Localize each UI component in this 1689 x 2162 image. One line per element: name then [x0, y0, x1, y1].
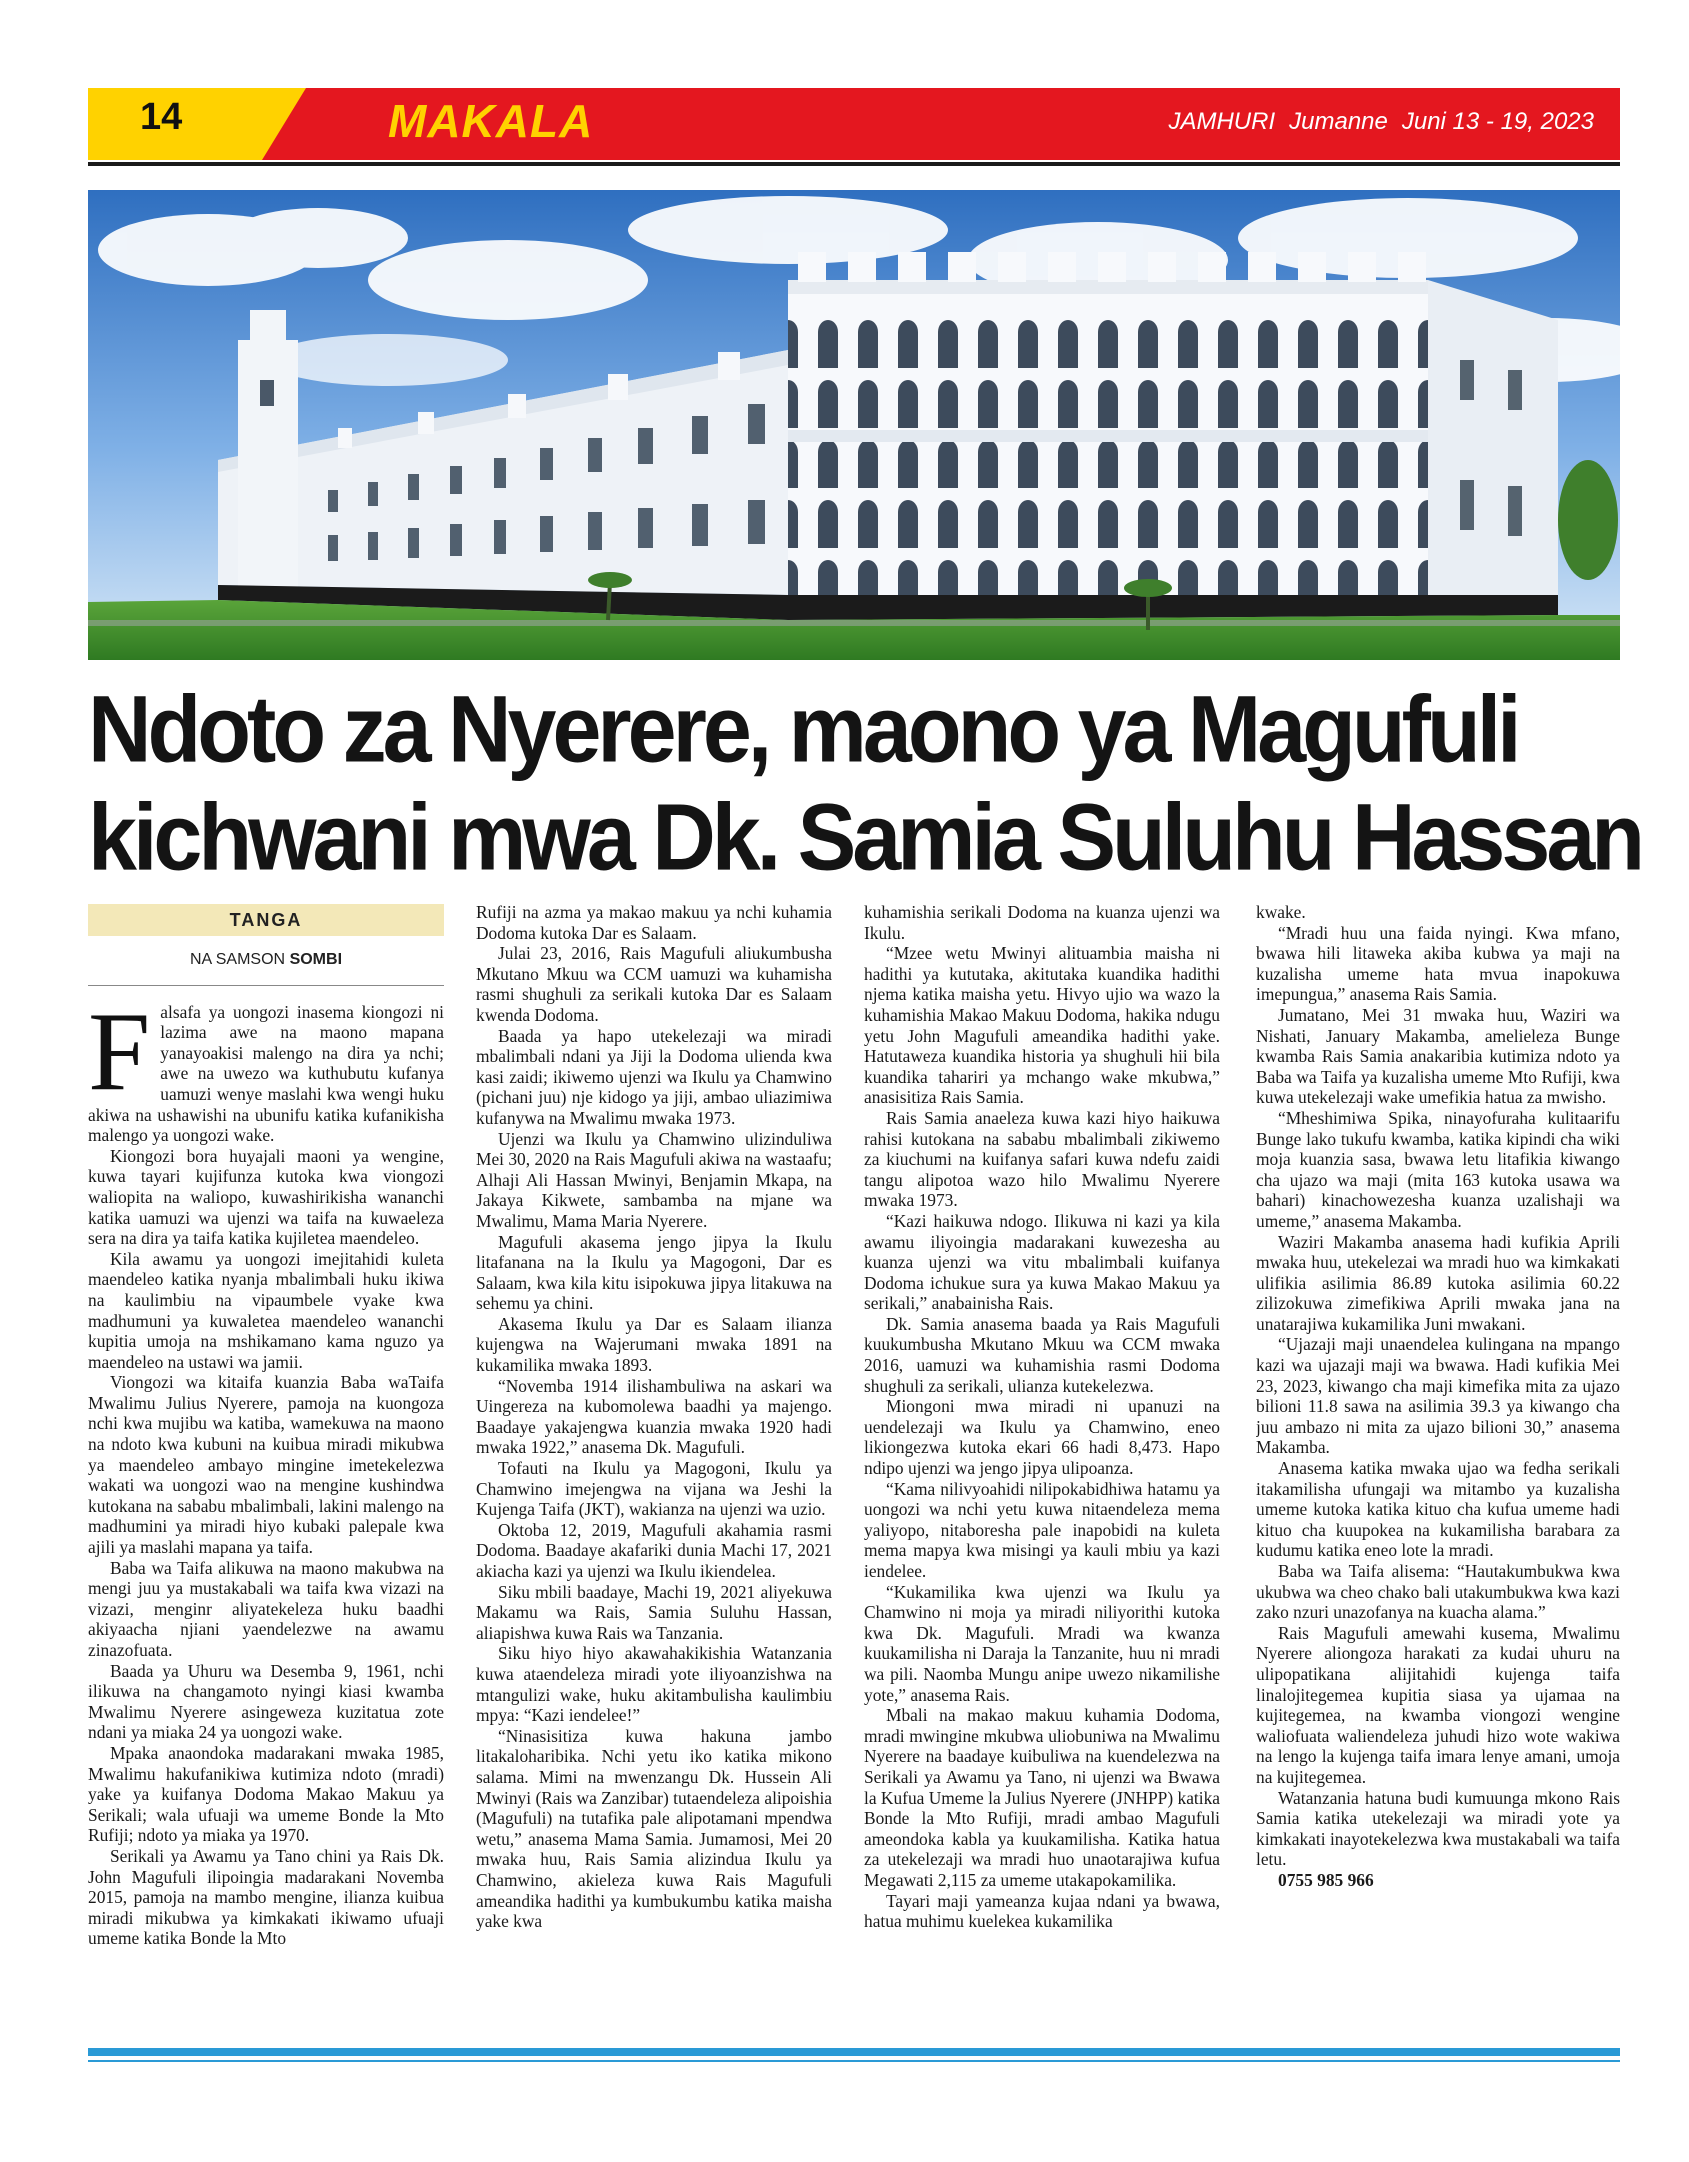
article-column-3 — [864, 902, 1220, 2030]
header-yellow-bar — [88, 88, 106, 160]
byline-rule — [88, 985, 444, 986]
paragraph: “Ujazaji maji unaendelea kulingana na mpango kazi wa ujazaji maji wa bwawa. Hadi kufikia Mei 23, 2023, kiwango cha maji kimefika mita za ujazo bilioni 11.8 sawa na asilimia 39.3 ya kiwango cha juu ambazo ni mita za ujazo bilioni 30,” anasema Makamba. — [1256, 1334, 1620, 1458]
article-body — [88, 902, 1620, 2030]
paragraph: Baba wa Taifa alikuwa na maono makubwa na mengi juu ya mustakabali wa taifa kwa vizazi na vizazi, menginr aliyatekeleza huku baadhi akiyaacha njiani yaendelezwe na awamu zinazofuata. — [88, 1557, 444, 1660]
headline — [88, 675, 1642, 891]
page-number-box — [106, 88, 306, 160]
paragraph: Anasema katika mwaka ujao wa fedha serikali itakamilisha ufungaji wa mitambo ya kuzalisha umeme kutoka katika kituo cha kufua umeme hadi kituo cha kuupokea na kukamilisha barabara za kudumu katika eneo lote la mradi. — [1256, 1458, 1620, 1561]
paragraph: Kiongozi bora huyajali maoni ya wengine, kuwa tayari kujifunza kutoka kwa viongozi waliopita na waliopo, kuwashirikisha wananchi katika uamuzi wa ujenzi wa taifa na kuwaeleza sera na dira ya taifa katika kujiletea maendeleo. — [88, 1145, 444, 1249]
paragraph: Rais Magufuli amewahi kusema, Mwalimu Nyerere aliongoza harakati za kudai uhuru na ulipopatikana alijitahidi kujenga taifa linalojitegemea kupitia siasa ya ujamaa na kujitegemea, na kwamba viongozi wengine waliofuata waliendeleza juhudi hizo wote wakiwa na lengo la kujenga taifa imara lenye amani, umoja na kujitegemea. — [1256, 1622, 1620, 1787]
paragraph: Siku mbili baadaye, Machi 19, 2021 aliyekuwa Makamu wa Rais, Samia Suluhu Hassan, aliapishwa kuwa Rais wa Tanzania. — [476, 1581, 832, 1643]
paragraph: Baada ya hapo utekelezaji wa miradi mbalimbali ndani ya Jiji la Dodoma uliendа kwa kasi zaidi; ikiwemo ujenzi wa Ikulu ya Chamwino (pichani juu) nje kidogo ya jiji, ambao uliazimiwa kufanywa na Mwalimu mwaka 1973. — [476, 1025, 832, 1128]
paragraph: Waziri Makamba anasema hadi kufikia Aprili mwaka huu, utekelezai wa mradi huo wa kimkakati ulifikia asilimia 86.89 kutoka asilimia 60.22 zilizokuwa zimefikiwa Aprili mwaka jana na unatarajiwa kukamilika Juni mwakani. — [1256, 1231, 1620, 1334]
headline-line-1: Ndoto za Nyerere, maono ya Magufuli — [88, 675, 1518, 782]
byline-prefix: NA SAMSON — [189, 951, 286, 968]
paragraph: Baada ya Uhuru wa Desemba 9, 1961, nchi ilikuwa na changamoto nyingi kiasi kwamba Mwalimu Nyerere asingeweza kuzitatua zote ndani ya miaka 24 ya uongozi wake. — [88, 1660, 444, 1743]
paragraph: Kila awamu ya uongozi imejitahidi kuleta maendeleo katika nyanja mbalimbali huku ikiwa na kaulimbiu na vipaumbele vyake kwa madhumuni ya kuwaletea maendeleo wananchi kupitia umoja na mshikamano kama nguzo ya maendeleo na ustawi wa jamii. — [88, 1248, 444, 1372]
issue-dates: Juni 13 - 19, 2023 — [1401, 108, 1594, 135]
paragraph: Ujenzi wa Ikulu ya Chamwino ulizinduliwa Mei 30, 2020 na Rais Magufuli akiwa na wastaafu; Alhaji Ali Hassan Mwinyi, Benjamin Mkapa, na Jakaya Kikwete, sambamba na mjane wa Mwalimu, Mama Maria Nyerere. — [476, 1128, 832, 1231]
article-column-2 — [476, 902, 832, 2030]
paragraph: “Kukamilika kwa ujenzi wa Ikulu ya Chamwino ni moja ya miradi niliyorithi kutoka kwa Dk. Magufuli. Mradi wa kwanza kuukamilisha ni Daraja la Tanzanite, huu ni mradi wa pili. Naomba Mungu anipe uwezo nikamilishe yote,” anasema Rais. — [864, 1581, 1220, 1705]
publication-name: JAMHURI — [1168, 108, 1276, 135]
paragraph: Mbali na makao makuu kuhamia Dodoma, mradi mwingine mkubwa uliobuniwa na Mwalimu Nyerere na baadaye kuibuliwa na kuendelezwa na Serikali ya Awamu ya Tano, ni ujenzi wa Bwawa la Kufua Umeme la Julius Nyerere (JNHPP) katika Bonde la Mto Rufiji, mradi ambao Magufuli ameondoka kabla ya kuukamilisha. Katika hatua za utekelezaji wa mradi huo unaotarajiwa kufua Megawati 2,115 za umeme utakapokamilika. — [864, 1705, 1220, 1890]
paragraph: Rufiji na azma ya makao makuu ya nchi kuhamia Dodoma kutoka Dar es Salaam. — [476, 902, 832, 943]
drop-cap: F — [88, 989, 151, 1114]
footer-rule-thick — [88, 2048, 1620, 2056]
issue-info — [1154, 108, 1594, 136]
paragraph: Serikali ya Awamu ya Tano chini ya Rais Dk. John Magufuli ilipoingia madarakani Novemba 2015, pamoja na mambo mengine, ilianza kuibua miradi mikubwa ya kimkakati ikiwamo ufuaji umeme katika Bonde la Mto — [88, 1845, 444, 1949]
headline-line-2: kichwani mwa Dk. Samia Suluhu Hassan — [88, 783, 1642, 890]
paragraph: Jumatano, Mei 31 mwaka huu, Waziri wa Nishati, January Makamba, amelieleza Bunge kwamba Rais Samia anakaribia kutimiza ndoto ya Baba wa Taifa ya kuzalisha umeme Mto Rufiji, kwa kuwa utekelezaji wake umefikia hatua za mwisho. — [1256, 1004, 1620, 1108]
paragraph: “Mzee wetu Mwinyi alituambia maisha ni hadithi ya kututaka, akitutaka kuandika hadithi njema katika maisha yetu. Hivyo ujio wa wazo la kuhamishia Makao Makuu Dodoma, hakika ndugu yetu John Magufuli ameandika hadithi yake. Hatutaweza kuandika historia ya shughuli hii bila kuandika tahariri ya mchango wake mkubwa,” anasisitiza Rais Samia. — [864, 943, 1220, 1108]
paragraph-text: alsafa ya uongozi inasema kiongozi ni lazima awe na maono mapana yanayoakisi malengo na dira ya nchi; awe na uwezo wa kuthubutu kufanya uamuzi wenye maslahi kwa wengi huku akiwa na ushawishi na ubunifu katika kufanikisha malengo ya uongozi wake. — [88, 1001, 444, 1146]
paragraph: Rais Samia anaeleza kuwa kazi hiyo haikuwa rahisi kutokana na sababu mbalimbali zikiwemo za kiuchumi na kuifanya safari kuwa ndefu zaidi tangu alipotoa wazo hilo Mwalimu Nyerere mwaka 1973. — [864, 1107, 1220, 1211]
paragraph: “Mradi huu una faida nyingi. Kwa mfano, bwawa hili litaweka akiba kubwa ya maji na kuzalisha umeme hata mvua inapokuwa imepungua,” anasema Rais Samia. — [1256, 922, 1620, 1005]
section-title: MAKALA — [388, 95, 594, 147]
page-header — [88, 88, 1620, 160]
article-column-1 — [88, 902, 444, 2030]
paragraph: Viongozi wa kitaifa kuanzia Baba waTaifa Mwalimu Julius Nyerere, pamoja na kuongoza nchi kwa mujibu wa katiba, wamekuwa na maono na ndoto kwa kubuni na kuibua miradi mikubwa ya maendeleo ambayo mingine imetekelezwa wakati wa uongozi wao na mengine kushindwa kutokana na sababu mbalimbali, lakini malengo na madhumini ya miradi hiyo kubaki palepale kwa ajili ya maslahi mapana ya taifa. — [88, 1372, 444, 1558]
paragraph: “Mheshimiwa Spika, ninayofuraha kulitaarifu Bunge lako tukufu kwamba, katika kipindi cha wiki moja kuanzia sasa, bwawa letu litafikia kiwango cha ujazo wa maji (mita 163 kutoka usawa wa bahari) kinachowezesha kuanza uzalishaji wa umeme,” anasema Makamba. — [1256, 1107, 1620, 1231]
paragraph: Baba wa Taifa alisema: “Hautakumbukwa kwa ukubwa wa cheo chako bali utakumbukwa kwa kazi zako nzuri unazofanya na kuacha alama.” — [1256, 1561, 1620, 1623]
paragraph: Watanzania hatuna budi kumuunga mkono Rais Samia katika utekelezaji wa miradi yote ya kimkakati inayotekelezwa kwa mustakabali wa taifa letu. — [1256, 1787, 1620, 1870]
state-house-illustration — [88, 190, 1620, 660]
issue-day: Jumanne — [1289, 108, 1388, 135]
paragraph: Siku hiyo hiyo akawahakikishia Watanzania kuwa ataendeleza miradi yote iliyoanzishwa na mtangulizi wake, huku akitambulisha kaulimbiu mpya: “Kazi iendelee!” — [476, 1643, 832, 1726]
header-rule — [88, 162, 1620, 166]
author-contact: 0755 985 966 — [1278, 1869, 1374, 1890]
paragraph: kuhamishia serikali Dodoma na kuanza ujenzi wa Ikulu. — [864, 902, 1220, 943]
paragraph: Oktoba 12, 2019, Magufuli akahamia rasmi Dodoma. Baadaye akafariki dunia Machi 17, 2021 akiacha kazi ya ujenzi wa Ikulu ikiendelea. — [476, 1519, 832, 1581]
main-photo — [88, 190, 1620, 660]
paragraph: Magufuli akasema jengo jipya la Ikulu litafanana na la Ikulu ya Magogoni, Dar es Salaam, kwa kila kitu isipokuwa jipya litakuwa na sehemu ya chini. — [476, 1231, 832, 1314]
paragraph: “Kazi haikuwa ndogo. Ilikuwa ni kazi ya kila awamu iliyoingia madarakani kuwezesha au kuanza ujenzi wa vitu mbalimbali kuifanya Dodoma ichukue sura ya kuwa Makao Makuu ya serikali,” anabainisha Rais. — [864, 1210, 1220, 1314]
paragraph: “Ninasisitiza kuwa hakuna jambo litakaloharibika. Nchi yetu iko katika mikono salama. Mimi na mwenzangu Dk. Hussein Ali Mwinyi (Rais wa Zanzibar) tutaendeleza alipoishia (Magufuli) na tutafika pale alipotamani mpendwa wetu,” anasema Mama Samia. Jumamosi, Mei 20 mwaka huu, Rais Samia alizindua Ikulu ya Chamwino, akieleza kuwa Rais Magufuli ameandika hadithi ya kumbukumbu katika maisha yake kwa — [476, 1725, 832, 1932]
paragraph: Akasema Ikulu ya Dar es Salaam ilianza kujengwa na Wajerumani mwaka 1891 na kukamilika mwaka 1893. — [476, 1313, 832, 1376]
byline — [88, 950, 444, 971]
footer-rule-thin — [88, 2060, 1620, 2062]
article-column-4 — [1256, 902, 1620, 2030]
paragraph: Julai 23, 2016, Rais Magufuli aliukumbusha Mkutano Mkuu wa CCM uamuzi wa kuhamisha rasmi shughuli za serikali kutoka Dar es Salaam kwenda Dodoma. — [476, 943, 832, 1025]
paragraph: kwake. — [1256, 902, 1306, 922]
paragraph: Mpaka anaondoka madarakani mwaka 1985, Mwalimu hakufanikiwa kutimiza ndoto (mradi) yake ya kuifanya Dodoma Makao Makuu ya Serikali; wala ufuaji wa umeme Bonde la Mto Rufiji; ndoto ya miaka ya 1970. — [88, 1742, 444, 1846]
paragraph: Tayari maji yameanza kujaa ndani ya bwawa, hatua muhimu kuelekea kukamilika — [864, 1890, 1220, 1932]
paragraph: Dk. Samia anasema baada ya Rais Magufuli kuukumbusha Mkutano Mkuu wa CCM mwaka 2016, uamuzi wa kuhamishia rasmi Dodoma shughuli za serikali, ulianza kutekelezwa. — [864, 1313, 1220, 1396]
paragraph: “Kama nilivyoahidi nilipokabidhiwa hatamu ya uongozi wa nchi yetu kuwa nitaendeleza mema yaliyopo, nitaboresha pale inapobidi na kuleta mema mapya kwa misingi ya kauli mbiu ya kazi iendelee. — [864, 1478, 1220, 1581]
byline-name: SOMBI — [289, 951, 343, 968]
paragraph: “Novemba 1914 ilishambuliwa na askari wa Uingereza na kubomolewa baadhi ya majengo. Baadaye yakajengwa kuanzia mwaka 1920 hadi mwaka 1922,” anasema Dk. Magufuli. — [476, 1375, 832, 1458]
paragraph: Miongoni mwa miradi ni upanuzi na uendelezaji wa Ikulu ya Chamwino, eneo likiongezwa kutoka ekari 66 hadi 8,473. Hapo ndipo ujenzi wa jengo jipya ulipoanza. — [864, 1396, 1220, 1479]
page-number: 14 — [140, 96, 183, 138]
dateline: TANGA — [88, 904, 444, 936]
paragraph — [88, 989, 444, 1146]
paragraph: Tofauti na Ikulu ya Magogoni, Ikulu ya Chamwino imejengwa na vijana wa Jeshi la Kujenga Taifa (JKT), wakianza na ujenzi wa uzio. — [476, 1458, 832, 1520]
